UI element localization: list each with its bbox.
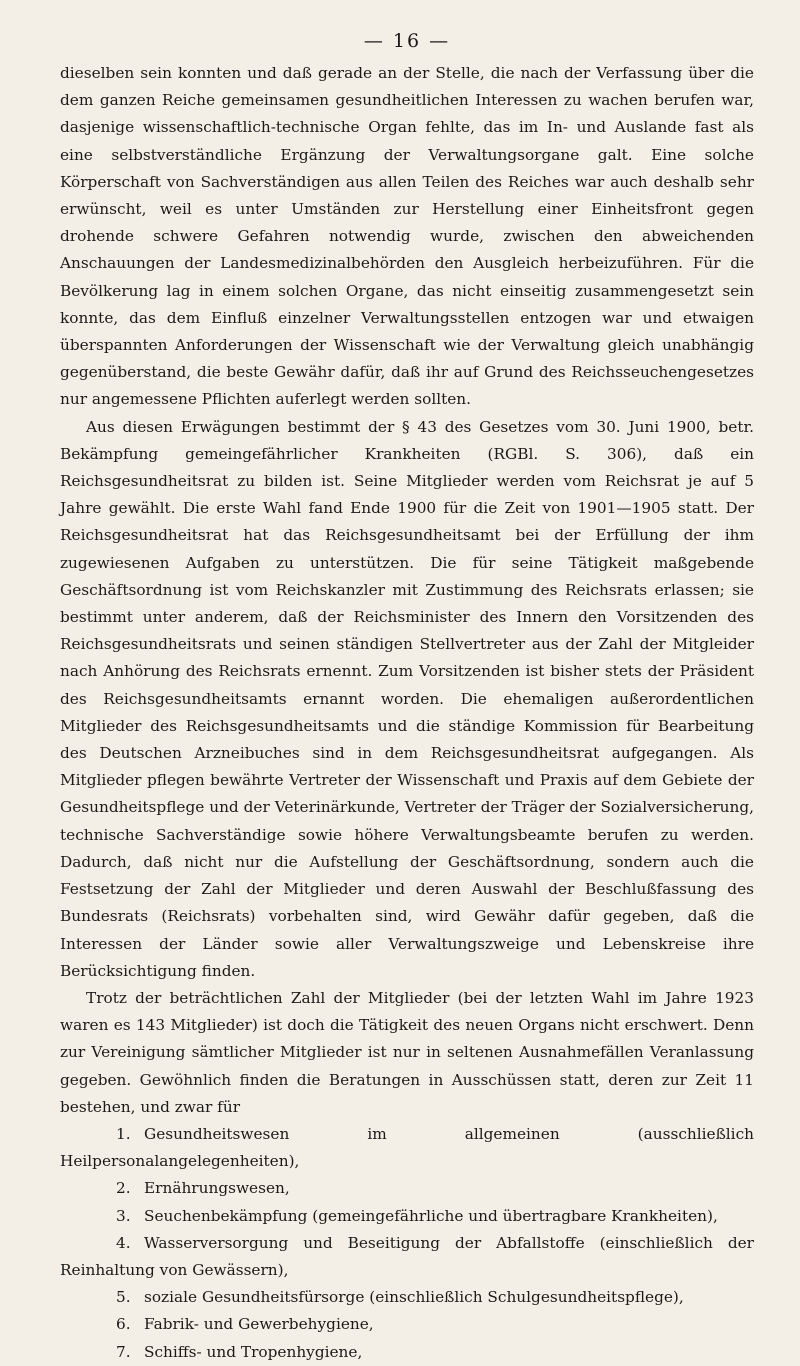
list-item [60, 1203, 754, 1230]
list-item [60, 1175, 754, 1202]
list-item-text: Wasserversorgung und Beseitigung der Abfallstoffe (einschließlich der Reinhaltung von Gewässern), [60, 1233, 754, 1279]
list-item-number: 4. [116, 1233, 131, 1252]
paragraph-1: dieselben sein konnten und daß gerade an der Stelle, die nach der Verfassung über die dem ganzen Reiche gemeinsamen gesundheitlichen Interessen zu wachen berufen war, dasjenige wissenschaftlich-technische Organ fehlte, das im In- und Auslande fast als eine selbstverständliche Ergänzung der Verwaltungsorgane galt. Eine solche Körperschaft von Sachverständigen aus allen Teilen des Reiches war auch deshalb sehr erwünscht, weil es unter Umständen zur Herstellung einer Einheitsfront gegen drohende schwere Gefahren notwendig wurde, zwischen den abweichenden Anschauungen der Landesmedizinalbehörden den Ausgleich herbeizuführen. Für die Bevölkerung lag in einem solchen Organe, das nicht einseitig zusammengesetzt sein konnte, das dem Einfluß einzelner Verwaltungsstellen entzogen war und etwaigen überspannten Anforderungen der Wissenschaft wie der Verwaltung gleich unabhängig gegenüberstand, die beste Gewähr dafür, daß ihr auf Grund des Reichsseuchengesetzes nur angemessene Pflichten auferlegt werden sollten. [60, 64, 754, 409]
list-item-number: 2. [116, 1179, 131, 1198]
list-item-text: soziale Gesundheitsfürsorge (einschließlich Schulgesundheitspflege), [144, 1288, 684, 1307]
list-item-number: 6. [116, 1315, 131, 1334]
list-item [60, 1230, 754, 1284]
list-item [60, 1339, 754, 1366]
page-number: — 16 — [363, 30, 451, 52]
list-item-number: 5. [116, 1288, 131, 1307]
list-item-text: Ernährungswesen, [144, 1179, 290, 1198]
list-item [60, 1284, 754, 1311]
list-item-text: Schiffs- und Tropenhygiene, [144, 1342, 363, 1361]
committee-list [60, 1121, 754, 1366]
paragraph-3: Trotz der beträchtlichen Zahl der Mitglieder (bei der letzten Wahl im Jahre 1923 waren es 143 Mitglieder) ist doch die Tätigkeit des neuen Organs nicht erschwert. Denn zur Vereinigung sämtlicher Mitglieder ist nur in seltenen Ausnahmefällen Veranlassung gegeben. Gewöhnlich finden die Beratungen in Ausschüssen statt, deren zur Zeit 11 bestehen, und zwar für [60, 988, 754, 1116]
list-item-number: 3. [116, 1206, 131, 1225]
list-item-text: Seuchenbekämpfung (gemeingefährliche und übertragbare Krankheiten), [144, 1206, 718, 1225]
list-item-text: Fabrik- und Gewerbehygiene, [144, 1315, 374, 1334]
list-item [60, 1121, 754, 1175]
list-item-number: 7. [116, 1342, 131, 1361]
list-item-text: Gesundheitswesen im allgemeinen (ausschließlich Heilpersonalangelegenheiten), [60, 1124, 754, 1171]
list-item-number: 1. [116, 1124, 131, 1143]
paragraph-2: Aus diesen Erwägungen bestimmt der § 43 des Gesetzes vom 30. Juni 1900, betr. Bekämpfung gemeingefährlicher Krankheiten (RGBl. S. 306), daß ein Reichsgesundheitsrat zu bilden ist. Seine Mitglieder werden vom Reichsrat je auf 5 Jahre gewählt. Die erste Wahl fand Ende 1900 für die Zeit von 1901—1905 statt. Der Reichsgesundheitsrat hat das Reichsgesundheitsamt bei der Erfüllung der ihm zugewiesenen Aufgaben zu unterstützen. Die für seine Tätigkeit maßgebende Geschäftsordnung ist vom Reichskanzler mit Zustimmung des Reichsrats erlassen; sie bestimmt unter anderem, daß der Reichsminister des Innern den Vorsitzenden des Reichsgesundheitsrats und seinen ständigen Stellvertreter aus der Zahl der Mitgleider nach Anhörung des Reichsrats ernennt. Zum Vorsitzenden ist bisher stets der Präsident des Reichsgesundheitsamts ernannt worden. Die ehemaligen außerordentlichen Mitglieder des Reichsgesundheitsamts und die ständige Kommission für Bearbeitung des Deutschen Arzneibuches sind in dem Reichsgesundheitsrat aufgegangen. Als Mitglieder pflegen bewährte Vertreter der Wissenschaft und Praxis auf dem Gebiete der Gesundheitspflege und der Veterinärkunde, Vertreter der Träger der Sozialversicherung, technische Sachverständige sowie höhere Verwaltungsbeamte berufen zu werden. Dadurch, daß nicht nur die Aufstellung der Geschäftsordnung, sondern auch die Festsetzung der Zahl der Mitglieder und deren Auswahl der Beschlußfassung des Bundesrats (Reichsrats) vorbehalten sind, wird Gewähr dafür gegeben, daß die Interessen der Länder sowie aller Verwaltungszweige und Lebenskreise ihre Berücksichtigung finden. [60, 417, 754, 980]
list-item [60, 1311, 754, 1338]
